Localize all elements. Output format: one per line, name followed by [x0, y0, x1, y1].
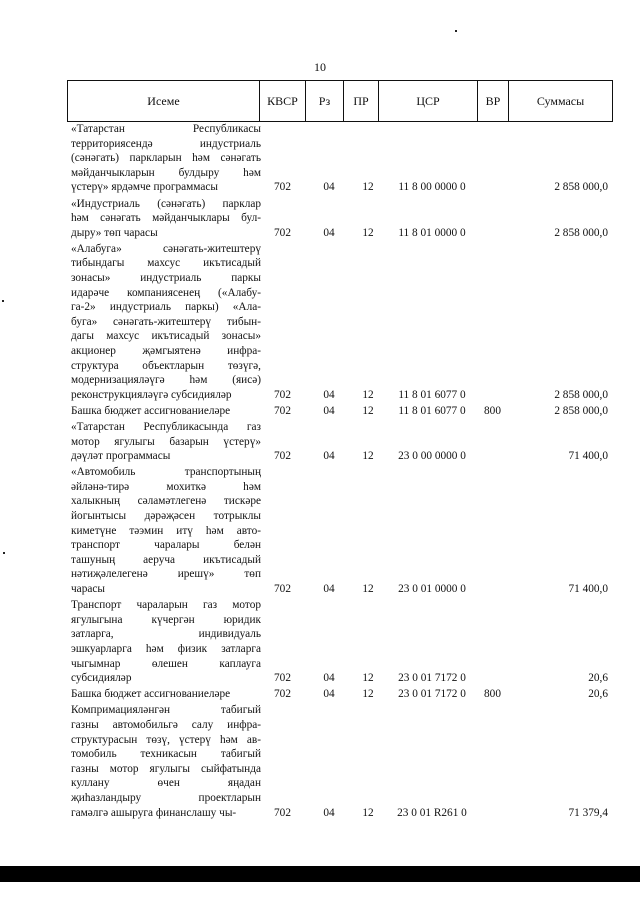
- row-pr: 12: [362, 688, 374, 701]
- row-kvsr: 702: [274, 672, 291, 685]
- row-pr: 12: [362, 583, 374, 596]
- row-name-line: «Алабуга» сәнәгать-житештерү: [71, 242, 261, 255]
- row-csr: 11 8 01 0000 0: [398, 226, 466, 239]
- header-kvsr: КВСР: [259, 81, 305, 121]
- row-name: [71, 598, 261, 686]
- row-sum: 20,6: [588, 672, 608, 685]
- row-name-line: «Татарстан Республикасында газ: [71, 421, 261, 433]
- header-name: Исеме: [147, 94, 180, 108]
- table-header: [67, 80, 613, 122]
- row-name: [71, 420, 261, 464]
- row-name-line: транспорт чаралары белән: [71, 539, 261, 552]
- row-csr: 23 0 01 7172 0: [398, 688, 466, 701]
- row-name: [71, 687, 261, 702]
- row-name: [71, 242, 261, 403]
- row-name-line: һәм сәнәгать мәйданчыклары бул-: [71, 212, 261, 225]
- row-name-line: га-2» индустриаль паркы) «Ала-: [71, 301, 261, 314]
- row-pr: 12: [362, 672, 374, 685]
- row-name-line: нәтиҗәлелегенә ирешү» төп: [71, 568, 261, 581]
- row-name-line: газны автомобильгә салу инфра-: [71, 718, 261, 731]
- row-rz: 04: [323, 181, 335, 194]
- row-name-line: модернизацияләүгә һәм (яисә): [71, 374, 261, 387]
- header-sum: Суммасы: [508, 81, 612, 121]
- row-pr: 12: [362, 404, 374, 417]
- row-rz: 04: [323, 583, 335, 596]
- row-kvsr: 702: [274, 388, 291, 401]
- row-name-line: субсидияләр: [71, 672, 132, 685]
- row-name-line: йогынтысы дәрәҗәсен тотрыклы: [71, 510, 261, 523]
- row-name-line: «Татарстан Республикасы: [71, 123, 261, 135]
- row-sum: 2 858 000,0: [554, 404, 608, 417]
- row-name-line: акционер җәмгыятенә инфра-: [71, 344, 261, 357]
- scan-speck: [2, 300, 4, 302]
- row-name-line: чыгымнар өлешен каплауга: [71, 657, 261, 670]
- row-name-line: «Автомобиль транспортының: [71, 466, 261, 479]
- row-kvsr: 702: [274, 688, 291, 701]
- row-vr: 800: [484, 688, 501, 701]
- row-name-line: буга» сәнәгать-житештерү тибын-: [71, 315, 261, 328]
- row-pr: 12: [362, 806, 374, 819]
- row-kvsr: 702: [274, 450, 291, 463]
- row-pr: 12: [362, 181, 374, 194]
- row-pr: 12: [362, 450, 374, 463]
- row-name-line: газны мотор ягулыгы сыйфатында: [71, 762, 261, 775]
- row-name-line: реконструкцияләүгә субсидияләр: [71, 388, 232, 401]
- header-rz: Рз: [305, 81, 343, 121]
- row-name-line: Башка бюджет ассигнованиеләре: [71, 688, 231, 701]
- row-name: [71, 122, 261, 195]
- row-rz: 04: [323, 388, 335, 401]
- row-name: [71, 703, 261, 820]
- row-name-line: томобиль техникасын табигый: [71, 748, 261, 761]
- row-sum: 2 858 000,0: [554, 388, 608, 401]
- row-name-line: Компримацияләнгән табигый: [71, 704, 261, 717]
- row-name-line: затларга, индивидуаль: [71, 628, 261, 641]
- row-csr: 11 8 00 0000 0: [398, 181, 466, 194]
- row-name: [71, 197, 261, 241]
- row-name-line: структура объектларын төзүгә,: [71, 359, 261, 372]
- row-name-line: гамәлгә ашыруга финанслашу чы-: [71, 806, 237, 819]
- scan-edge-bar: [0, 866, 640, 882]
- row-name-line: мотор ягулыгы базарын үстерү»: [71, 435, 261, 448]
- row-sum: 71 400,0: [568, 583, 608, 596]
- row-sum: 2 858 000,0: [554, 226, 608, 239]
- row-name-line: ташуның аеруча икътисадый: [71, 553, 261, 566]
- row-name-line: Башка бюджет ассигнованиеләре: [71, 404, 231, 417]
- row-name-line: чарасы: [71, 583, 105, 596]
- row-name: [71, 404, 261, 419]
- row-name-line: территориясендә индустриаль: [71, 137, 261, 150]
- row-csr: 11 8 01 6077 0: [398, 388, 466, 401]
- row-name-line: эшкуарларга һәм физик затларга: [71, 642, 261, 655]
- row-name-line: зонасы» индустриаль паркы: [71, 271, 261, 284]
- row-kvsr: 702: [274, 181, 291, 194]
- row-rz: 04: [323, 806, 335, 819]
- row-rz: 04: [323, 226, 335, 239]
- page-number: 10: [314, 60, 326, 74]
- row-name-line: җиһазландыру проектларын: [71, 791, 261, 804]
- row-sum: 2 858 000,0: [554, 181, 608, 194]
- row-name-line: үстерү» ярдәмче программасы: [71, 181, 218, 194]
- row-rz: 04: [323, 450, 335, 463]
- scan-speck: [3, 552, 5, 554]
- header-pr: ПР: [343, 81, 378, 121]
- row-vr: 800: [484, 404, 501, 417]
- row-csr: 23 0 01 0000 0: [398, 583, 466, 596]
- row-rz: 04: [323, 404, 335, 417]
- row-csr: 23 0 01 7172 0: [398, 672, 466, 685]
- row-name-line: структурасын төзү, үстерү һәм ав-: [71, 733, 261, 746]
- header-csr: ЦСР: [378, 81, 477, 121]
- row-name-line: тибындагы махсус икътисадый: [71, 257, 261, 270]
- row-kvsr: 702: [274, 226, 291, 239]
- row-sum: 71 379,4: [568, 806, 608, 819]
- row-kvsr: 702: [274, 583, 291, 596]
- row-name-line: идарәче компаниясенең («Алабу-: [71, 286, 261, 299]
- row-name-line: халыкның сәламәтлегенә тискәре: [71, 495, 261, 508]
- row-name-line: Транспорт чараларын газ мотор: [71, 599, 261, 612]
- header-vr: ВР: [477, 81, 508, 121]
- row-name-line: киметүне тәэмин итү һәм авто-: [71, 524, 261, 537]
- row-name-line: дагы махсус икътисадый зонасы»: [71, 330, 261, 343]
- row-sum: 20,6: [588, 688, 608, 701]
- row-name-line: әйләнә-тирә мохиткә һәм: [71, 480, 261, 493]
- row-pr: 12: [362, 226, 374, 239]
- row-name-line: (сәнәгать) паркларын һәм сәнәгать: [71, 152, 261, 165]
- row-kvsr: 702: [274, 404, 291, 417]
- row-csr: 23 0 00 0000 0: [398, 450, 466, 463]
- row-name-line: куллану өчен яңадан: [71, 777, 261, 790]
- row-sum: 71 400,0: [568, 450, 608, 463]
- row-rz: 04: [323, 688, 335, 701]
- row-kvsr: 702: [274, 806, 291, 819]
- row-csr: 23 0 01 R261 0: [397, 806, 467, 819]
- row-rz: 04: [323, 672, 335, 685]
- row-name-line: мәйданчыкларын булдыру һәм: [71, 166, 261, 179]
- row-csr: 11 8 01 6077 0: [398, 404, 466, 417]
- row-name-line: ягулыгына күчергән юридик: [71, 613, 261, 626]
- scan-speck: [455, 30, 457, 32]
- row-name-line: дәүләт программасы: [71, 450, 171, 463]
- row-name: [71, 465, 261, 596]
- row-name-line: дыру» төп чарасы: [71, 226, 158, 239]
- row-pr: 12: [362, 388, 374, 401]
- row-name-line: «Индустриаль (сәнәгать) парклар: [71, 197, 261, 210]
